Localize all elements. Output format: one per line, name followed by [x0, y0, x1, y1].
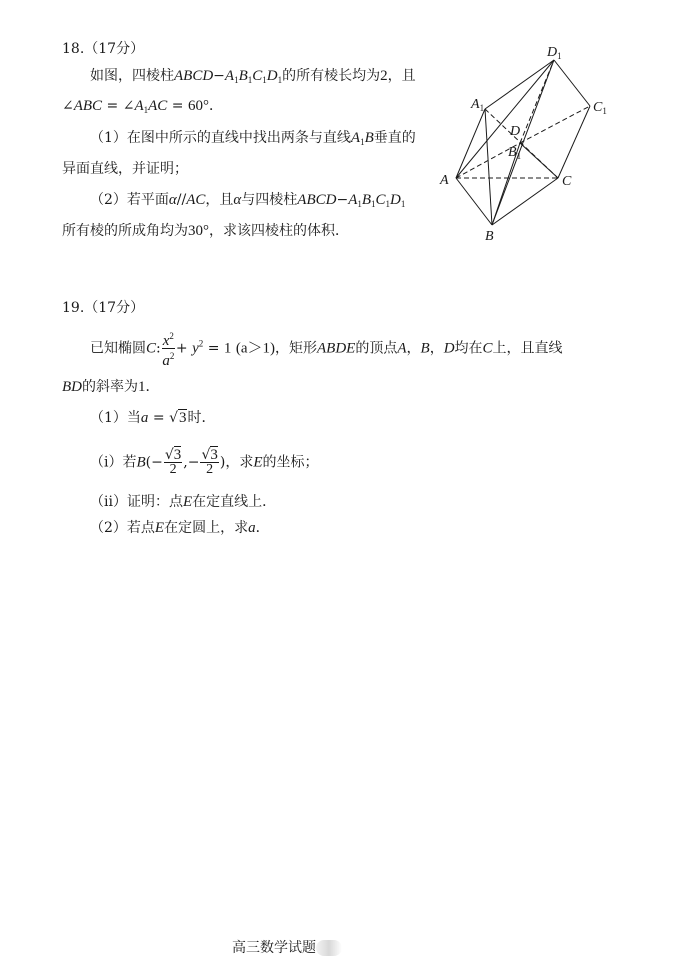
q18-part2-angle: 30°: [188, 223, 209, 239]
q19-part1ii-end: 在定直线上．: [192, 494, 277, 510]
ellipse-fraction: $\frac{x^2}{a^2}$: [162, 331, 175, 369]
line-A1B: [485, 109, 492, 225]
q18-intro-suffix: 的所有棱长均为: [282, 68, 381, 84]
label-A1: $A_1$: [471, 97, 485, 113]
q19-rect-name: ABDE: [317, 340, 356, 357]
q19-header: 19.（17分）: [62, 300, 145, 316]
q19-part1-ii: （ii）证明：点E在定直线上．: [90, 494, 277, 510]
q19-line1-rest: 的顶点: [355, 340, 398, 357]
edge-AB: [456, 178, 492, 225]
q18-part2-line1: （2）若平面α//AC，且α与四棱柱$ABCD-A_1B_1C_1D_1$: [90, 192, 406, 209]
edge-B1C1-hidden: [520, 106, 590, 143]
footer-page-blur: [316, 940, 342, 956]
q18-part1-text: （1）在图中所示的直线中找出两条与直线: [90, 130, 351, 146]
q18-header: 18.（17分）: [62, 41, 145, 57]
q19-line2-bd: BD: [62, 379, 82, 395]
q18-part1-line2: 异面直线，并证明；: [62, 161, 188, 177]
q19-line2-end: ．: [145, 379, 160, 395]
q18-part2-mid: ，且: [205, 192, 234, 208]
q19-condition: (a＞1): [235, 340, 276, 357]
q19-part2-prefix: （2）若点: [90, 520, 155, 536]
q19-slope-value: 1: [138, 379, 146, 395]
frac-sqrt3-over-2-a: $\frac{√3}{2}$: [164, 447, 182, 477]
q19-line1-rest3: 上，且直线: [492, 340, 563, 357]
q19-line1-prefix: 已知椭圆: [90, 340, 146, 357]
q19-line2-rest: 的斜率为: [82, 379, 138, 395]
q19-part1ii-prefix: （ii）证明：点: [90, 494, 183, 510]
parallelepiped-figure: [426, 36, 626, 248]
q19-part1-prefix: （1）当: [90, 410, 141, 426]
q18-part1-line1: （1）在图中所示的直线中找出两条与直线$A_1B$垂直的: [90, 130, 416, 147]
edge-BC: [492, 178, 558, 225]
q19-line2: [62, 377, 160, 397]
q18-angle-condition: ∠ABC = $\angle A_1AC = 60^\circ$．: [62, 98, 223, 115]
q19-part1i-end: ，求: [225, 454, 254, 471]
q18-intro-prefix: 如图，四棱柱: [90, 68, 174, 84]
q19-part1i-end2: 的坐标；: [262, 454, 319, 471]
label-D1: $D_1$: [547, 45, 562, 61]
line-BD1: [492, 60, 554, 225]
q19-part1-i: （i）若B(− $\frac{√3}{2}$ ,− $\frac{√3}{2}$ )，求E的坐标；: [90, 447, 319, 477]
q19-part1-end: 时．: [187, 410, 216, 426]
q19-part2-end: 在定圆上，求: [164, 520, 249, 536]
edge-AA1: [456, 109, 485, 178]
q19-line1: 已知椭圆C: $\frac{x^2}{a^2}$ + $y^2 = 1$ (a＞1)，矩形ABDE的顶点A，B，D均在C上，且直线: [90, 331, 563, 369]
footer-title: 高三数学试题: [232, 940, 316, 956]
q19-part1: （1）当a = √3时．: [90, 410, 216, 426]
label-B1: $B_1$: [508, 145, 522, 161]
q18-part2-end: ，求该四棱柱的体积．: [209, 223, 349, 239]
label-C1: $C_1$: [593, 100, 607, 116]
q18-part2-line2: [62, 221, 349, 241]
q18-part2-prefix: （2）若平面: [90, 192, 169, 208]
q19-part2-end2: ．: [255, 520, 270, 536]
label-D: D: [510, 124, 521, 139]
q19-line1-mid: ，矩形: [275, 340, 318, 357]
q19-line1-rest2: 均在: [454, 340, 483, 357]
frac-sqrt3-over-2-b: $\frac{√3}{2}$: [201, 447, 218, 477]
q18-part2-mid2: 与四棱柱: [241, 192, 298, 208]
q19-part1i-prefix: （i）若: [90, 454, 137, 471]
q19-part2: （2）若点E在定圆上，求a．: [90, 520, 270, 536]
q18-part2-line2-text: 所有棱的所成角均为: [62, 223, 188, 239]
page-footer: [232, 937, 342, 957]
q18-intro: 如图，四棱柱$ABCD-A_1B_1C_1D_1$的所有棱长均为2，且: [90, 68, 416, 85]
label-B: B: [485, 229, 494, 244]
q18-edge-len: 2: [380, 68, 388, 84]
q18-part1-end: 垂直的: [373, 130, 416, 146]
label-A: A: [440, 173, 449, 188]
edge-D1C1: [554, 60, 590, 106]
q18-intro-end: ，且: [387, 68, 416, 84]
sqrt-3: √3: [169, 410, 187, 426]
edge-C1C: [558, 106, 590, 178]
label-C: C: [562, 174, 572, 189]
